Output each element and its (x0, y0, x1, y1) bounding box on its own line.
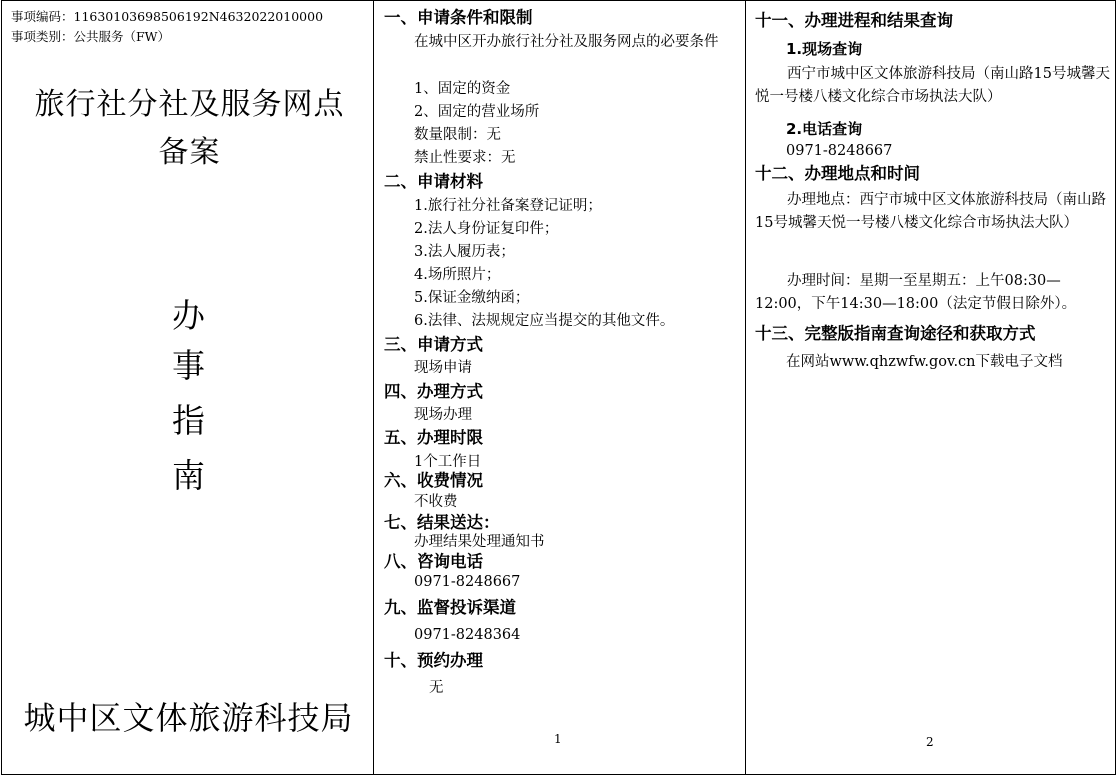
consult-phone: 0971-8248667 (414, 574, 521, 590)
guide-char-4: 南 (172, 456, 205, 495)
page-1-panel (373, 0, 746, 775)
section-3-text: 现场申请 (414, 360, 472, 376)
document-title: 旅行社分社及服务网点备案 (34, 87, 345, 170)
section-4-heading: 四、办理方式 (384, 382, 483, 401)
section-3-heading: 三、申请方式 (384, 335, 483, 354)
section-6-heading: 六、收费情况 (384, 471, 483, 490)
section-7-text: 办理结果处理通知书 (414, 534, 545, 550)
page-2-panel (745, 0, 1116, 775)
section-12-heading: 十二、办理地点和时间 (755, 164, 920, 183)
section-13-heading: 十三、完整版指南查询途径和获取方式 (755, 324, 1036, 343)
quantity-limit: 数量限制：无 (414, 127, 501, 143)
material-item: 1.旅行社分社备案登记证明； (414, 198, 602, 214)
page-number: 2 (926, 735, 934, 749)
section-8-heading: 八、咨询电话 (384, 552, 483, 571)
department-name: 城中区文体旅游科技局 (23, 699, 354, 737)
guide-char-1: 办 (172, 296, 205, 335)
section-6-text: 不收费 (414, 494, 458, 510)
prohibition: 禁止性要求：无 (414, 150, 516, 166)
page-number: 1 (554, 732, 562, 746)
section-1-item-2: 2、固定的营业场所 (414, 104, 540, 120)
office-hours: 办理时间：星期一至星期五：上午08:30—12:00，下午14:30—18:00（法定节假日除外）。 (755, 273, 1077, 312)
section-1-item-1: 1、固定的资金 (414, 81, 511, 97)
section-10-text: 无 (429, 680, 444, 696)
item-code: 事项编码：11630103698506192N4632022010000 (11, 9, 324, 24)
material-item: 5.保证金缴纳函； (414, 290, 530, 306)
section-4-text: 现场办理 (414, 407, 472, 423)
phone-query-label: 2.电话查询 (786, 120, 863, 138)
section-1-heading: 一、申请条件和限制 (384, 8, 533, 27)
item-category: 事项类别：公共服务（FW） (11, 29, 171, 44)
section-10-heading: 十、预约办理 (384, 651, 483, 670)
download-info: 在网站www.qhzwfw.gov.cn下载电子文档 (786, 354, 1063, 370)
section-7-heading: 七、结果送达： (384, 513, 500, 532)
section-5-text: 1个工作日 (414, 454, 482, 470)
material-item: 6.法律、法规规定应当提交的其他文件。 (414, 313, 675, 329)
phone-query-number: 0971-8248667 (786, 143, 893, 159)
section-1-intro: 在城中区开办旅行社分社及服务网点的必要条件 (414, 34, 719, 50)
complaint-phone: 0971-8248364 (414, 627, 521, 643)
section-2-heading: 二、申请材料 (384, 172, 483, 191)
onsite-query-label: 1.现场查询 (786, 40, 863, 58)
section-5-heading: 五、办理时限 (384, 428, 483, 447)
guide-char-3: 指 (172, 401, 205, 440)
material-item: 4.场所照片； (414, 267, 501, 283)
cover-panel (1, 0, 374, 775)
section-9-heading: 九、监督投诉渠道 (384, 598, 516, 617)
material-item: 3.法人履历表； (414, 244, 515, 260)
onsite-query-address: 西宁市城中区文体旅游科技局（南山路15号城馨天悦一号楼八楼文化综合市场执法大队） (755, 66, 1110, 105)
office-location: 办理地点：西宁市城中区文体旅游科技局（南山路15号城馨天悦一号楼八楼文化综合市场执法大队） (755, 192, 1106, 231)
material-item: 2.法人身份证复印件； (414, 221, 559, 237)
section-11-heading: 十一、办理进程和结果查询 (755, 11, 953, 30)
guide-char-2: 事 (172, 346, 205, 385)
